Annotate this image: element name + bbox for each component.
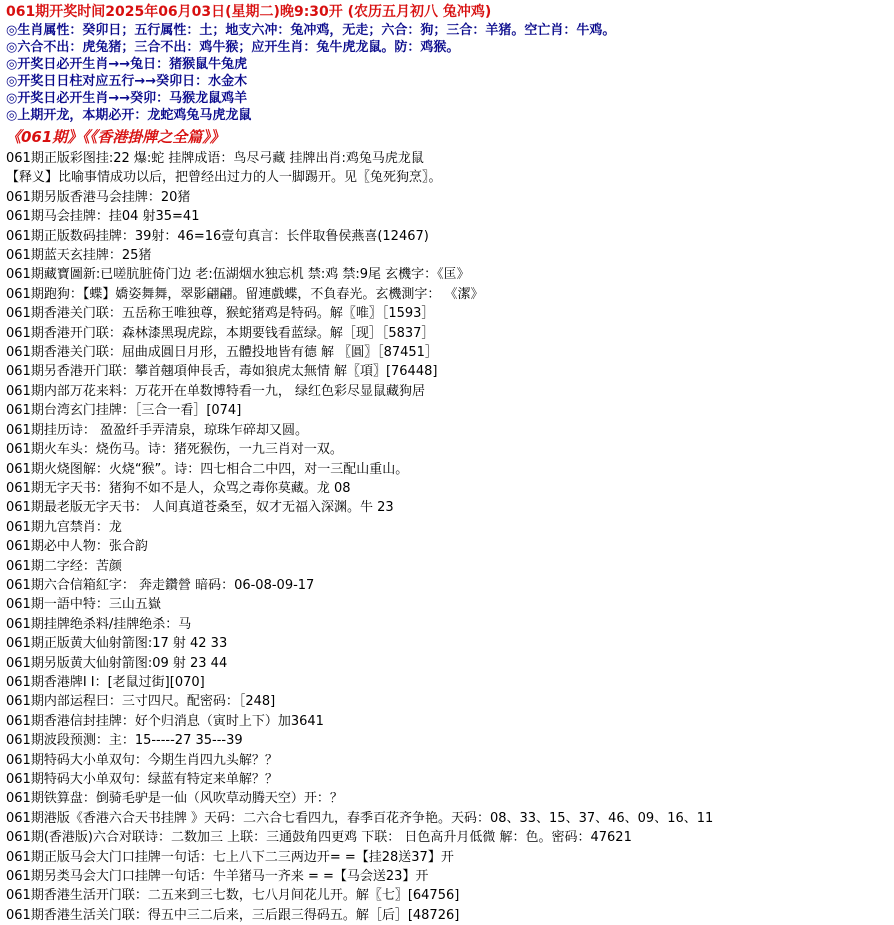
content-line: 061期马会挂牌：挂04 射35=41 (6, 209, 200, 225)
content-line: 061期波段预测：主：15-----27 35---39 (6, 733, 243, 749)
zodiac-info-block (6, 22, 894, 124)
content-line: 061期挂牌绝杀料/挂牌绝杀：马 (6, 616, 192, 632)
content-line: 061期正版数码挂牌：39射：46=16壹句真言：长伴取鲁侯燕喜(12467) (6, 228, 429, 244)
content-line: 061期另版黄大仙射箭图:09 射 23 44 (6, 655, 228, 671)
content-line: 061期九宫禁肖：龙 (6, 519, 122, 535)
content-line: 061期特码大小单双句：绿蓝有特定来单解？？ (6, 772, 278, 787)
content-line: 061期火烧图解：火烧“猴”。诗：四七相合二中四，对一三配山重山。 (6, 461, 409, 477)
content-line: 061期内部万花来料：万花开在单数博特看一九， 绿红色彩尽显鼠藏狗居 (6, 383, 425, 399)
content-line: 061期香港信封挂牌：好个归消息（寅时上下）加3641 (6, 713, 324, 729)
content-line: 061期香港生活开门联：二五来到三七数，七八月间花儿开。解〖七〗[64756] (6, 888, 460, 904)
content-line: 061期挂历诗： 盈盈纤手弄清泉，琼珠乍碎却又圆。 (6, 422, 308, 438)
content-line: 061期蓝天玄挂牌：25猪 (6, 248, 152, 264)
content-line: 061期另类马会大门口挂牌一句话：牛羊猪马一齐来 = =【马会送23】开 (6, 869, 429, 885)
content-line: 061期香港牌I I：[老鼠过街][070] (6, 674, 205, 690)
info-line: ◎六合不出：虎兔猪；三合不出：鸡牛猴；应开生肖：兔牛虎龙鼠。防：鸡猴。 (6, 40, 460, 55)
info-line: ◎生肖属性：癸卯日；五行属性：土；地支六冲：兔冲鸡，无走；六合：狗；三合：羊猪。空亡肖：牛鸡。 (6, 23, 616, 38)
content-line: 061期香港生活关门联：得五中三二后来，三后跟三得码五。解［后］[48726] (6, 907, 460, 923)
content-line: 061期内部运程曰：三寸四尺。配密码：［248] (6, 694, 276, 710)
content-line: 061期香港关门联：五岳称王唯独尊，猴蛇猪鸡是特码。解〖唯〗［1593］ (6, 306, 435, 322)
content-line: 061期香港开门联：森林漆黑現虎踪，本期要钱看蓝绿。解［现］［5837］ (6, 325, 435, 341)
content-line: 061期另版香港马会挂牌：20猪 (6, 189, 191, 205)
content-line: 061期必中人物：张合韵 (6, 539, 148, 555)
info-line: ◎开奖日必开生肖→→兔日：猪猴鼠牛兔虎 (6, 57, 248, 72)
content-line: 061期火车头：烧伤马。诗：猪死猴伤，一九三肖对一双。 (6, 442, 343, 458)
content-line: 061期铁算盘：倒骑毛驴是一仙（风吹草动腾天空）开：？ (6, 791, 343, 807)
content-line: 061期正版马会大门口挂牌一句话：七上八下二三两边开= =【挂28送37】开 (6, 849, 454, 865)
content-line: 061期另香港开门联：攀首翹項伸長舌，毒如狼虎太無情 解〖項〗[76448] (6, 364, 438, 380)
content-line: 061期正版彩图挂:22 爆:蛇 挂牌成语：鸟尽弓藏 挂牌出肖:鸡兔马虎龙鼠 (6, 151, 424, 166)
draw-time-header: 061期开奖时间2025年06月03日(星期二)晚9:30开 (农历五月初八 兔冲鸡) (6, 4, 492, 20)
content-line: 061期一語中特：三山五嶽 (6, 597, 161, 613)
content-line: 061期正版黄大仙射箭图:17 射 42 33 (6, 636, 228, 652)
content-line: 061期六合信箱紅字： 奔走鑽營 暗码：06-08-09-17 (6, 577, 315, 593)
content-line: 061期(香港版)六合对联诗：二数加三 上联：三通鼓角四更鸡 下联： 日色高升月低微 解：色。密码：47621 (6, 830, 632, 846)
content-line: 061期无字天书：猪狗不如不是人，众骂之毒你莫藏。龙 08 (6, 480, 351, 496)
content-line: 061期跑狗：【蝶】嬌姿舞舞，翠影翩翩。留連戲蝶，不負春光。玄機測字： 《潔》 (6, 286, 484, 302)
content-line: 061期二字经：苦颜 (6, 558, 122, 574)
info-line: ◎开奖日必开生肖→→癸卯：马猴龙鼠鸡羊 (6, 91, 248, 106)
content-line: 061期最老版无字天书： 人间真道苍桑至，奴才无福入深渊。牛 23 (6, 500, 394, 516)
info-line: ◎上期开龙，本期必开：龙蛇鸡兔马虎龙鼠 (6, 108, 252, 123)
content-line: 061期特码大小单双句：今期生肖四九头解？？ (6, 752, 278, 768)
section-title: 《061期》《《香港掛牌之全篇》》 (6, 128, 225, 146)
content-line: 061期香港关门联：屈曲成圓日月形，五體投地皆有德 解 〖圓〗［87451］ (6, 345, 438, 361)
info-line: ◎开奖日日柱对应五行→→癸卯日：水金木 (6, 74, 248, 89)
content-block (6, 149, 894, 925)
content-line: 061期台湾玄门挂牌：［三合一看］[074] (6, 403, 242, 419)
content-line: 061期港版《香港六合天书挂牌 》天码：二六合七看四九，春季百花齐争艳。天码：08、33、15、37、46、09、16、11 (6, 810, 714, 826)
content-line: 061期藏寶圖新:已嗟肮脏倚门边 老:伍湖烟水独忘机 禁:鸡 禁:9尾 玄機字：《匡》 (6, 267, 470, 283)
content-line: 【释义】比喻事情成功以后，把曾经出过力的人一脚踢开。见〖兔死狗烹〗。 (6, 170, 442, 186)
